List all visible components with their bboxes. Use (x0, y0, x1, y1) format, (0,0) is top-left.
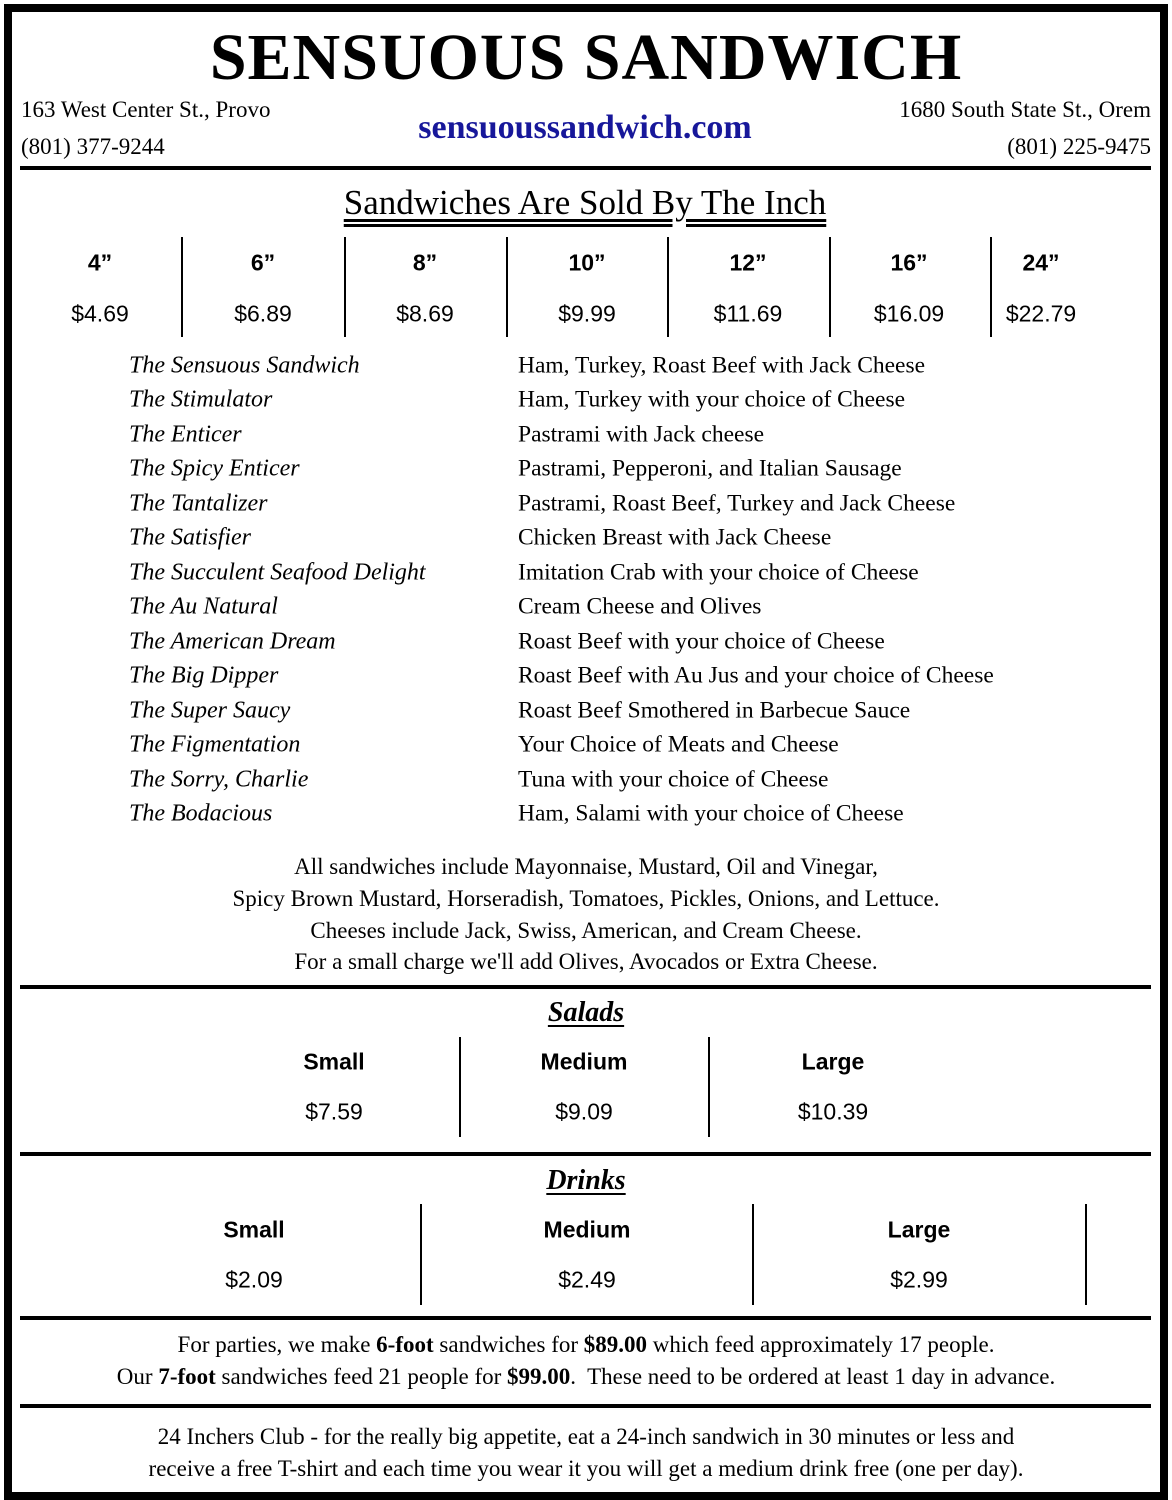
column-divider (990, 237, 992, 337)
sandwich-note: For a small charge we'll add Olives, Avocados or Extra Cheese. (294, 949, 878, 974)
sandwich-description: Pastrami with Jack cheese (518, 421, 765, 448)
sandwich-name: The Figmentation (129, 731, 301, 758)
drink-price: $2.09 (225, 1266, 283, 1293)
sandwich-name: The Sensuous Sandwich (129, 352, 360, 379)
column-divider (829, 237, 831, 337)
size-label: 6” (250, 249, 276, 276)
sandwich-name: The Big Dipper (129, 662, 279, 689)
drink-size-label: Small (223, 1216, 285, 1243)
salads-heading: Salads (547, 997, 625, 1028)
sandwich-name: The Enticer (129, 421, 242, 448)
column-divider (667, 237, 669, 337)
sandwich-name: The Satisfier (129, 524, 252, 551)
restaurant-title: SENSUOUS SANDWICH (209, 21, 963, 94)
party-line-1 (178, 1332, 995, 1358)
sandwiches-heading: Sandwiches Are Sold By The Inch (343, 183, 827, 222)
club-line-2: receive a free T-shirt and each time you wear it you will get a medium drink free (one per day). (148, 1456, 1024, 1481)
size-price: $11.69 (713, 300, 783, 327)
size-price: $8.69 (396, 300, 454, 327)
club-line-1: 24 Inchers Club - for the really big appetite, eat a 24-inch sandwich in 30 minutes or less and (157, 1424, 1015, 1449)
sandwich-description: Pastrami, Pepperoni, and Italian Sausage (518, 455, 902, 482)
sandwich-description: Ham, Turkey, Roast Beef with Jack Cheese (518, 352, 926, 379)
sandwich-name: The Succulent Seafood Delight (129, 559, 426, 586)
salad-size-label: Medium (540, 1048, 628, 1075)
drink-price: $2.99 (890, 1266, 948, 1293)
party-line-2 (117, 1364, 1055, 1390)
size-price: $22.79 (1005, 300, 1077, 327)
divider (20, 1404, 1151, 1408)
sandwich-description: Your Choice of Meats and Cheese (518, 731, 839, 758)
provo-phone: (801) 377-9244 (21, 134, 165, 159)
sandwich-description: Pastrami, Roast Beef, Turkey and Jack Cheese (518, 490, 956, 517)
column-divider (459, 1037, 461, 1137)
sandwich-name: The Stimulator (129, 386, 273, 413)
sandwich-name: The Spicy Enticer (129, 455, 300, 482)
text: which feed approximately 17 people. (647, 1332, 995, 1357)
six-foot-price: $89.00 (583, 1332, 648, 1357)
size-label: 8” (412, 249, 438, 276)
drink-price: $2.49 (558, 1266, 616, 1293)
sandwich-name: The Tantalizer (129, 490, 268, 517)
salad-size-label: Small (303, 1048, 365, 1075)
seven-foot-price: $99.00 (507, 1364, 571, 1389)
column-divider (752, 1204, 754, 1305)
sandwich-name: The Bodacious (129, 800, 273, 827)
drink-size-label: Medium (543, 1216, 631, 1243)
sandwich-name: The Au Natural (129, 593, 278, 620)
sandwich-description: Roast Beef with Au Jus and your choice of Cheese (518, 662, 994, 689)
sandwich-description: Ham, Turkey with your choice of Cheese (518, 386, 906, 413)
sandwich-name: The Super Saucy (129, 697, 291, 724)
column-divider (506, 237, 508, 337)
size-price: $16.09 (873, 300, 945, 327)
sandwich-description: Imitation Crab with your choice of Cheese (518, 559, 919, 586)
size-label: 24” (1022, 249, 1060, 276)
text: sandwiches for (433, 1332, 584, 1357)
column-divider (344, 237, 346, 337)
text: . These need to be ordered at least 1 day in advance. (570, 1364, 1056, 1389)
salad-price: $9.09 (555, 1098, 613, 1125)
website-link[interactable]: sensuoussandwich.com (418, 109, 752, 146)
sandwich-description: Roast Beef Smothered in Barbecue Sauce (518, 697, 911, 724)
sandwich-description: Roast Beef with your choice of Cheese (518, 628, 885, 655)
size-price: $6.89 (234, 300, 292, 327)
sandwich-name: The Sorry, Charlie (129, 766, 309, 793)
six-foot-label: 6-foot (376, 1332, 434, 1357)
sandwich-description: Ham, Salami with your choice of Cheese (518, 800, 904, 827)
sandwich-name: The American Dream (129, 628, 336, 655)
text: Our (116, 1364, 159, 1389)
size-label: 12” (729, 249, 767, 276)
drinks-heading: Drinks (546, 1165, 626, 1196)
column-divider (420, 1204, 422, 1305)
seven-foot-label: 7-foot (158, 1364, 216, 1389)
divider (20, 1152, 1151, 1156)
column-divider (708, 1037, 710, 1137)
size-label: 16” (890, 249, 928, 276)
sandwich-note: Spicy Brown Mustard, Horseradish, Tomatoes, Pickles, Onions, and Lettuce. (232, 886, 940, 911)
column-divider (181, 237, 183, 337)
salad-price: $10.39 (797, 1098, 869, 1125)
divider (20, 1316, 1151, 1320)
sandwich-note: All sandwiches include Mayonnaise, Mustard, Oil and Vinegar, (294, 854, 878, 879)
size-price: $9.99 (558, 300, 616, 327)
orem-phone: (801) 225-9475 (1007, 134, 1151, 159)
provo-address: 163 West Center St., Provo (21, 97, 271, 122)
divider (20, 985, 1151, 989)
size-label: 10” (568, 249, 606, 276)
column-divider (1085, 1204, 1087, 1305)
sandwich-note: Cheeses include Jack, Swiss, American, and Cream Cheese. (310, 918, 862, 943)
orem-address: 1680 South State St., Orem (899, 97, 1151, 122)
sandwich-description: Chicken Breast with Jack Cheese (518, 524, 832, 551)
size-label: 4” (87, 249, 113, 276)
drink-size-label: Large (887, 1216, 951, 1243)
text: sandwiches feed 21 people for (215, 1364, 508, 1389)
divider (20, 166, 1151, 170)
salad-size-label: Large (801, 1048, 865, 1075)
text: For parties, we make (177, 1332, 377, 1357)
salad-price: $7.59 (305, 1098, 363, 1125)
size-price: $4.69 (71, 300, 129, 327)
sandwich-description: Tuna with your choice of Cheese (518, 766, 829, 793)
sandwich-description: Cream Cheese and Olives (518, 593, 762, 620)
